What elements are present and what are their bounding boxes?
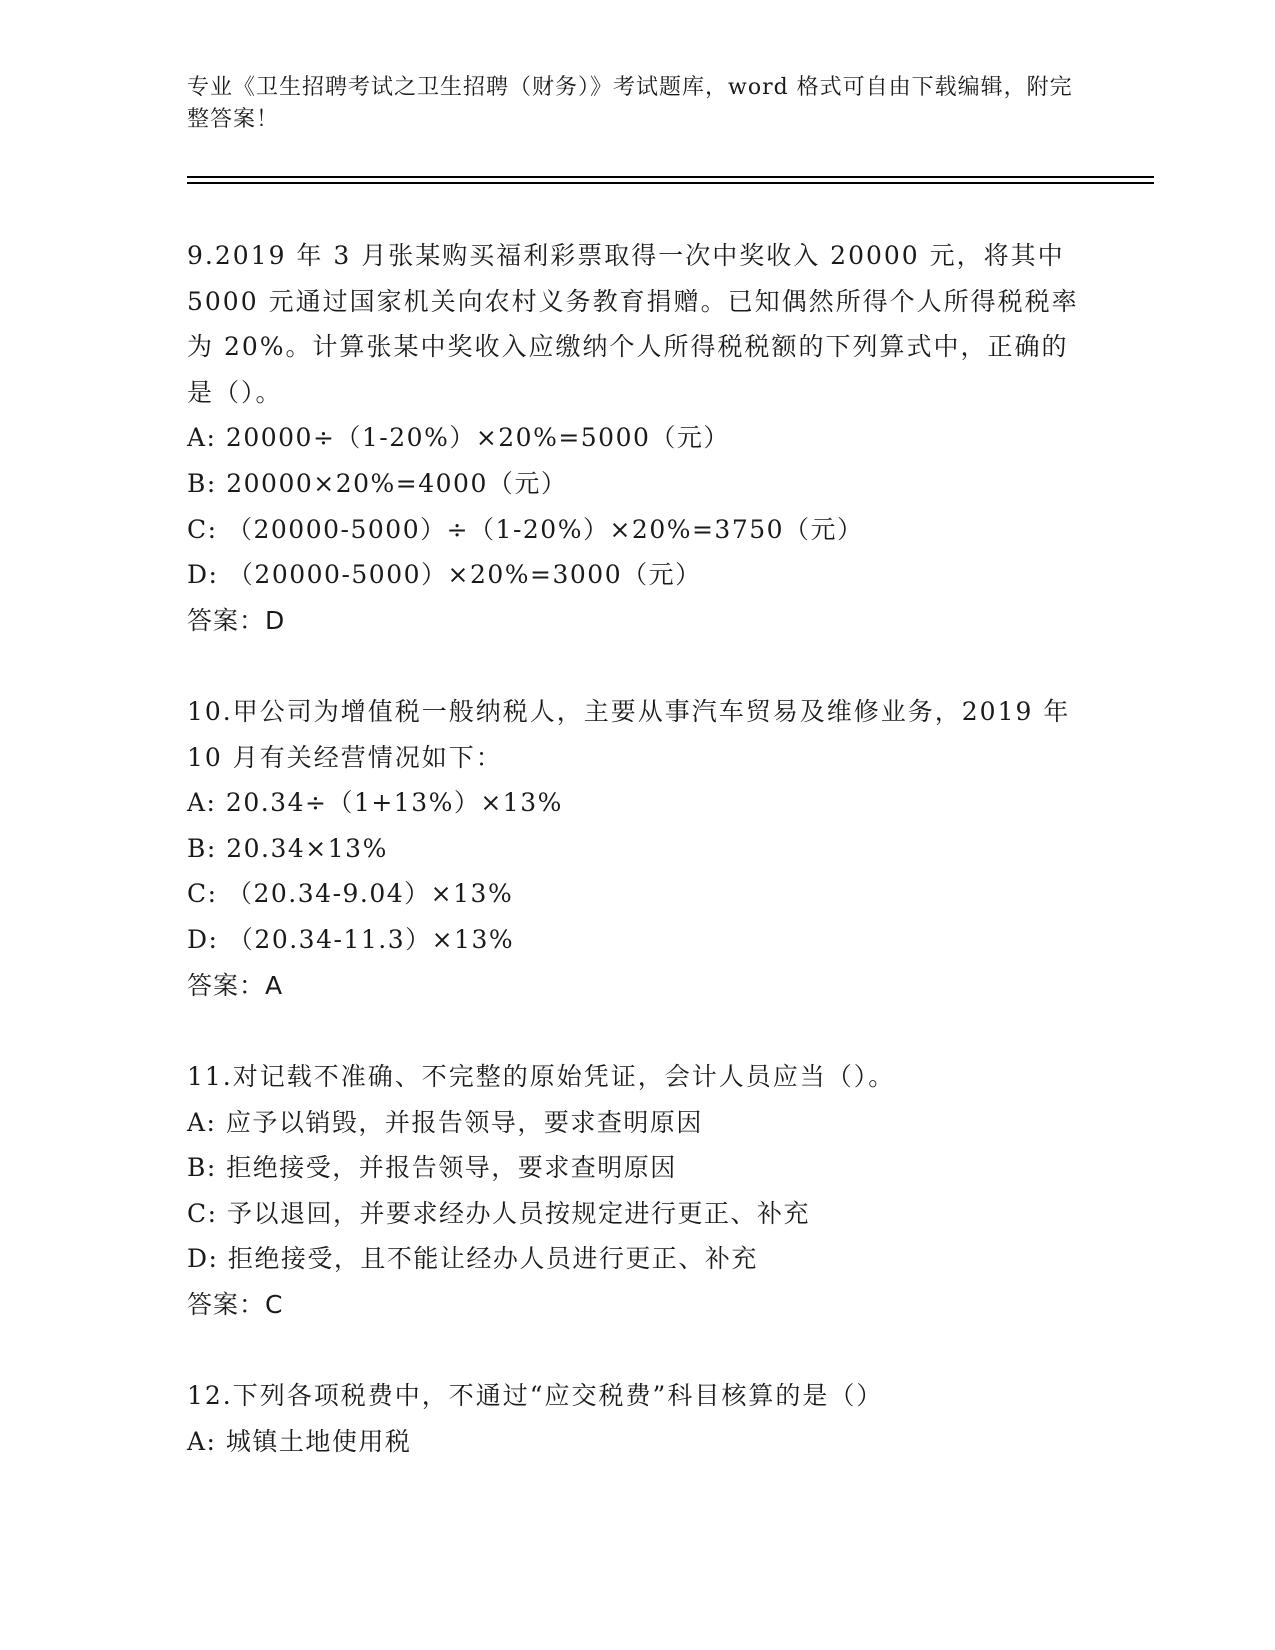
option-c: C: 予以退回，并要求经办人员按规定进行更正、补充	[187, 1198, 811, 1228]
question-10	[187, 689, 1087, 1008]
question-stem: 11.对记载不准确、不完整的原始凭证，会计人员应当（）。	[187, 1062, 896, 1091]
answer-line: 答案：C	[187, 1289, 284, 1319]
option-a: A: 应予以销毁，并报告领导，要求查明原因	[187, 1107, 703, 1137]
option-a: A: 20.34÷（1+13%）×13%	[187, 788, 563, 818]
question-stem: 10.甲公司为增值税一般纳税人，主要从事汽车贸易及维修业务，2019 年 10 月有关经营情况如下：	[187, 697, 1071, 772]
option-a: A: 城镇土地使用税	[187, 1426, 412, 1456]
document-header: 专业《卫生招聘考试之卫生招聘（财务）》考试题库，word 格式可自由下载编辑，附完整答案！	[187, 75, 1073, 132]
header-divider-top	[187, 176, 1154, 178]
question-12	[187, 1373, 1087, 1464]
question-stem: 12.下列各项税费中，不通过“应交税费”科目核算的是（）	[187, 1381, 884, 1410]
question-9	[187, 233, 1087, 643]
header-divider-bottom	[187, 182, 1154, 184]
option-c: C: （20.34-9.04）×13%	[187, 879, 514, 909]
option-b: B: 拒绝接受，并报告领导，要求查明原因	[187, 1153, 677, 1183]
option-c: C: （20000-5000）÷（1-20%）×20%=3750（元）	[187, 514, 864, 544]
option-a: A: 20000÷（1-20%）×20%=5000（元）	[187, 423, 730, 453]
question-stem: 9.2019 年 3 月张某购买福利彩票取得一次中奖收入 20000 元，将其中 5000 元通过国家机关向农村义务教育捐赠。已知偶然所得个人所得税税率为 20%。计算张某中奖收入应缴纳个人所得税税额的下列算式中，正确的是（）。	[187, 241, 1079, 407]
option-d: D: （20000-5000）×20%=3000（元）	[187, 560, 702, 590]
option-b: B: 20.34×13%	[187, 833, 388, 863]
answer-line: 答案：A	[187, 970, 284, 1000]
option-b: B: 20000×20%=4000（元）	[187, 468, 568, 498]
option-d: D: （20.34-11.3）×13%	[187, 924, 515, 954]
answer-line: 答案：D	[187, 605, 286, 635]
question-11	[187, 1054, 1087, 1328]
option-d: D: 拒绝接受，且不能让经办人员进行更正、补充	[187, 1244, 758, 1274]
